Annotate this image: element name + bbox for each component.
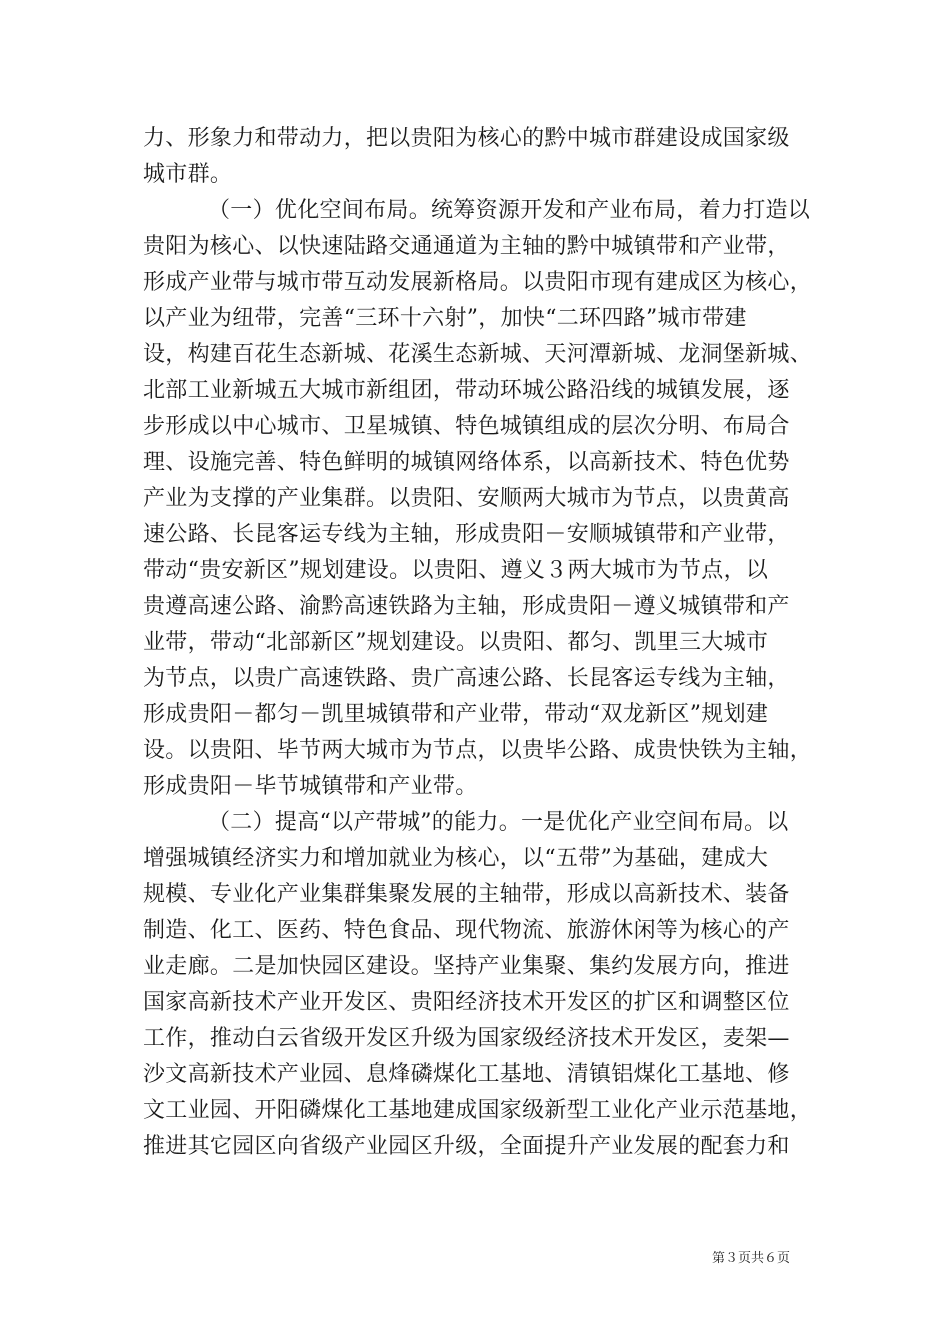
- page-number-footer: 第３页共６页: [712, 1251, 791, 1266]
- paragraph-start-line: （一）优化空间布局。统筹资源开发和产业布局，着力打造以: [208, 198, 811, 223]
- text-line: 工作，推动白云省级开发区升级为国家级经济技术开发区，麦架—: [143, 1026, 790, 1051]
- text-line: 贵阳为核心、以快速陆路交通通道为主轴的黔中城镇带和产业带，: [143, 234, 790, 259]
- text-line: 设。以贵阳、毕节两大城市为节点，以贵毕公路、成贵快铁为主轴，: [143, 738, 813, 763]
- text-line: 产业为支撑的产业集群。以贵阳、安顺两大城市为节点，以贵黄高: [143, 486, 790, 511]
- text-line: 业走廊。二是加快园区建设。坚持产业集聚、集约发展方向，推进: [143, 954, 790, 979]
- text-line: 为节点，以贵广高速铁路、贵广高速公路、长昆客运专线为主轴，: [143, 666, 790, 691]
- text-line: 城市群。: [143, 162, 233, 187]
- text-line: 步形成以中心城市、卫星城镇、特色城镇组成的层次分明、布局合: [143, 414, 790, 439]
- text-line: 带动“贵安新区”规划建设。以贵阳、遵义３两大城市为节点，以: [143, 558, 769, 583]
- text-line: 理、设施完善、特色鲜明的城镇网络体系，以高新技术、特色优势: [143, 450, 790, 475]
- text-line: 北部工业新城五大城市新组团，带动环城公路沿线的城镇发展，逐: [143, 378, 790, 403]
- text-line: 业带，带动“北部新区”规划建设。以贵阳、都匀、凯里三大城市: [143, 630, 769, 655]
- text-line: 沙文高新技术产业园、息烽磷煤化工基地、清镇铝煤化工基地、修: [143, 1062, 790, 1087]
- text-line: 文工业园、开阳磷煤化工基地建成国家级新型工业化产业示范基地，: [143, 1098, 813, 1123]
- text-line: 设，构建百花生态新城、花溪生态新城、天河潭新城、龙洞堡新城、: [143, 342, 813, 367]
- text-line: 规模、专业化产业集群集聚发展的主轴带，形成以高新技术、装备: [143, 882, 790, 907]
- text-line: 推进其它园区向省级产业园区升级，全面提升产业发展的配套力和: [143, 1134, 790, 1159]
- text-line: 制造、化工、医药、特色食品、现代物流、旅游休闲等为核心的产: [143, 918, 790, 943]
- text-line: 形成贵阳－毕节城镇带和产业带。: [143, 774, 478, 799]
- text-line: 力、形象力和带动力，把以贵阳为核心的黔中城市群建设成国家级: [143, 126, 790, 151]
- text-line: 形成贵阳－都匀－凯里城镇带和产业带，带动“双龙新区”规划建: [143, 702, 769, 727]
- text-line: 贵遵高速公路、渝黔高速铁路为主轴，形成贵阳－遵义城镇带和产: [143, 594, 790, 619]
- text-line: 以产业为纽带，完善“三环十六射”，加快“二环四路”城市带建: [143, 306, 747, 331]
- text-line: 国家高新技术产业开发区、贵阳经济技术开发区的扩区和调整区位: [143, 990, 790, 1015]
- text-line: 形成产业带与城市带互动发展新格局。以贵阳市现有建成区为核心，: [143, 270, 813, 295]
- text-line: 速公路、长昆客运专线为主轴，形成贵阳－安顺城镇带和产业带，: [143, 522, 790, 547]
- text-line: 增强城镇经济实力和增加就业为核心，以“五带”为基础，建成大: [143, 846, 769, 871]
- paragraph-start-line: （二）提高“以产带城”的能力。一是优化产业空间布局。以: [208, 810, 789, 835]
